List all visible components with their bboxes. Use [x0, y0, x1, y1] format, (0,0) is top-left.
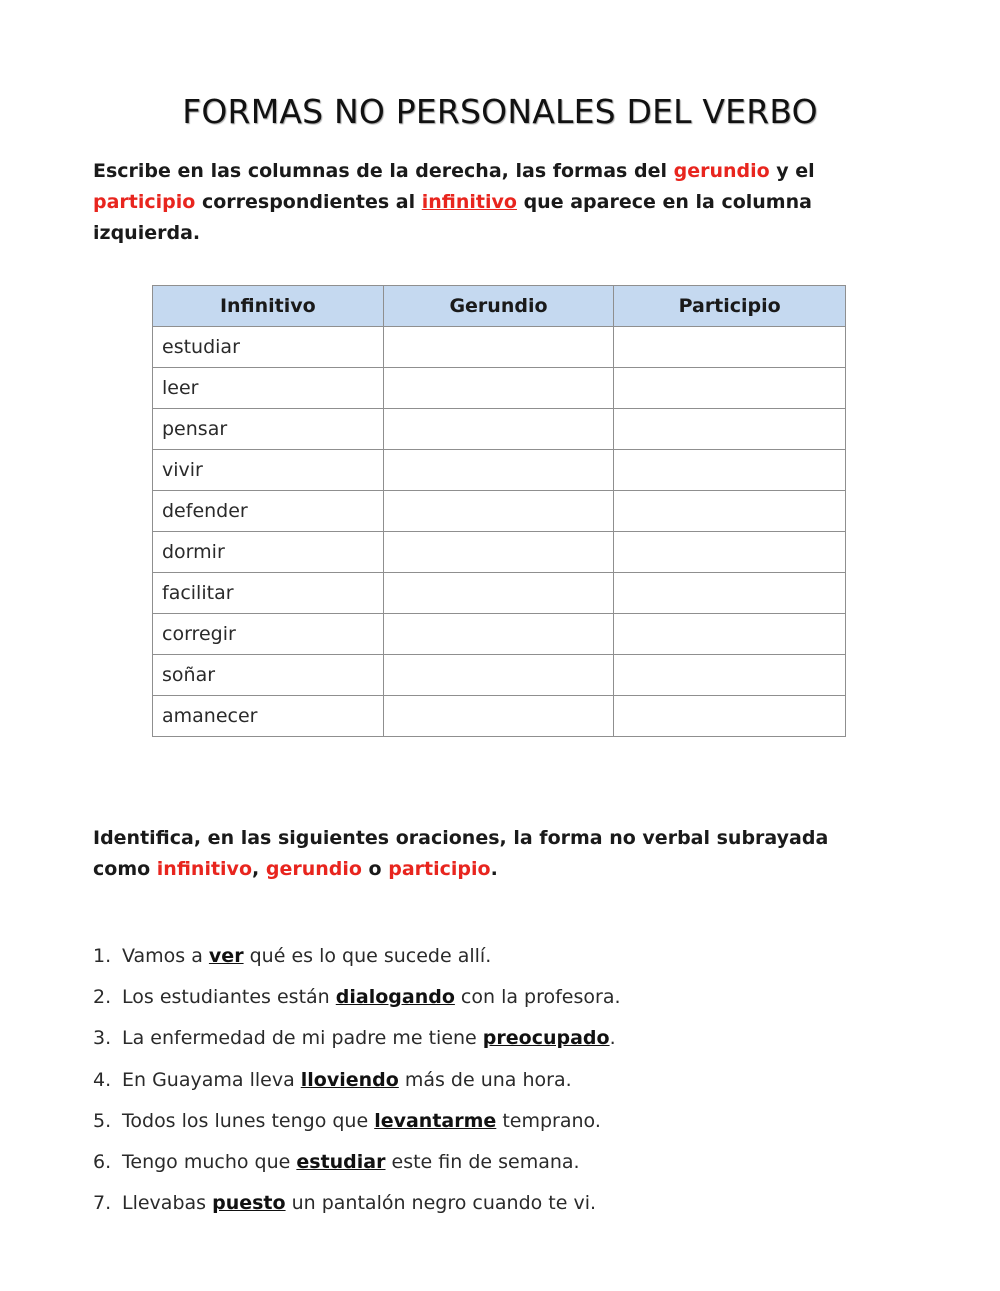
instr2-o: o — [361, 858, 389, 880]
instr1-text-3: correspondientes al — [195, 191, 422, 213]
participio-cell — [614, 655, 846, 696]
sentence-number: 4. — [93, 1068, 112, 1091]
underlined-verb-form: puesto — [212, 1192, 286, 1215]
sentence-text-after: . — [609, 1027, 616, 1050]
table-row — [153, 573, 846, 614]
sentence-text-before: Tengo mucho que — [122, 1150, 297, 1173]
underlined-verb-form: levantarme — [374, 1109, 497, 1132]
page-title: FORMAS NO PERSONALES DEL VERBO — [182, 92, 818, 131]
sentence-item — [93, 1020, 893, 1061]
sentence-number: 1. — [93, 945, 112, 967]
infinitivo-cell: dormir — [153, 532, 384, 573]
infinitivo-cell: facilitar — [153, 573, 384, 614]
participio-answer-input[interactable] — [614, 573, 845, 613]
sentence-number: 3. — [93, 1027, 112, 1050]
sentence-number: 6. — [93, 1150, 112, 1173]
gerundio-cell — [383, 696, 614, 737]
sentence-item — [93, 979, 893, 1020]
participio-cell — [614, 491, 846, 532]
infinitivo-cell: amanecer — [153, 696, 384, 737]
underlined-verb-form: preocupado — [482, 1027, 610, 1050]
table-row — [153, 655, 846, 696]
instr1-participio: participio — [93, 191, 196, 213]
infinitivo-cell: pensar — [153, 409, 384, 450]
participio-cell — [614, 614, 846, 655]
sentence-text-before: Llevabas — [122, 1192, 213, 1215]
instr2-infinitivo: infinitivo — [156, 858, 252, 880]
infinitivo-cell: estudiar — [153, 327, 384, 368]
instr2-participio: participio — [388, 858, 491, 880]
infinitivo-cell: soñar — [153, 655, 384, 696]
sentence-text-before: Los estudiantes están — [122, 986, 336, 1009]
gerundio-cell — [383, 368, 614, 409]
gerundio-cell — [383, 655, 614, 696]
instr1-text-4: que aparece en la columna izquierda. — [93, 191, 812, 244]
participio-cell — [614, 532, 846, 573]
sentence-item — [93, 1144, 893, 1185]
gerundio-cell — [383, 614, 614, 655]
gerundio-answer-input[interactable] — [384, 409, 614, 449]
sentence-text-after: con la profesora. — [454, 986, 621, 1009]
instr2-gerundio: gerundio — [265, 858, 362, 880]
verb-forms-table — [152, 285, 846, 737]
participio-cell — [614, 573, 846, 614]
infinitivo-cell: defender — [153, 491, 384, 532]
gerundio-cell — [383, 532, 614, 573]
participio-cell — [614, 409, 846, 450]
gerundio-cell — [383, 450, 614, 491]
sentence-number: 5. — [93, 1109, 112, 1132]
participio-cell — [614, 450, 846, 491]
participio-answer-input[interactable] — [614, 409, 845, 449]
instr1-text-1: Escribe en las columnas de la derecha, las formas del — [93, 160, 674, 182]
sentence-text-before: En Guayama lleva — [122, 1068, 301, 1091]
sentence-number: 2. — [93, 986, 112, 1009]
table-row — [153, 368, 846, 409]
gerundio-cell — [383, 573, 614, 614]
participio-cell — [614, 368, 846, 409]
infinitivo-cell: corregir — [153, 614, 384, 655]
sentence-text-after: temprano. — [496, 1109, 601, 1132]
infinitivo-cell: leer — [153, 368, 384, 409]
underlined-verb-form: lloviendo — [300, 1068, 399, 1091]
participio-cell — [614, 327, 846, 368]
header-infinitivo: Infinitivo — [153, 286, 384, 327]
table-row — [153, 450, 846, 491]
underlined-verb-form: ver — [208, 945, 244, 967]
participio-answer-input[interactable] — [614, 450, 845, 490]
sentence-item — [93, 938, 893, 979]
sentence-text-before: La enfermedad de mi padre me tiene — [122, 1027, 483, 1050]
participio-answer-input[interactable] — [614, 614, 845, 654]
sentence-text-after: qué es lo que sucede allí. — [243, 945, 492, 967]
gerundio-answer-input[interactable] — [384, 573, 614, 613]
gerundio-answer-input[interactable] — [384, 327, 614, 367]
instr2-comma: , — [252, 858, 266, 880]
gerundio-cell — [383, 327, 614, 368]
underlined-verb-form: dialogando — [335, 986, 455, 1009]
instructions-sentences — [93, 823, 863, 885]
table-header-row — [153, 286, 846, 327]
table-row — [153, 409, 846, 450]
participio-answer-input[interactable] — [614, 696, 845, 736]
sentence-item — [93, 1062, 893, 1103]
gerundio-answer-input[interactable] — [384, 491, 614, 531]
header-gerundio: Gerundio — [383, 286, 614, 327]
participio-answer-input[interactable] — [614, 532, 845, 572]
underlined-verb-form: estudiar — [296, 1150, 386, 1173]
sentence-text-after: este fin de semana. — [385, 1150, 580, 1173]
participio-cell — [614, 696, 846, 737]
table-body — [153, 327, 846, 737]
instr2-period: . — [490, 858, 498, 880]
gerundio-answer-input[interactable] — [384, 450, 614, 490]
sentence-text-before: Todos los lunes tengo que — [122, 1109, 375, 1132]
sentence-text-after: más de una hora. — [398, 1068, 572, 1091]
instr1-infinitivo: infinitivo — [421, 191, 517, 213]
sentence-text-before: Vamos a — [122, 945, 209, 967]
header-participio: Participio — [614, 286, 846, 327]
gerundio-answer-input[interactable] — [384, 532, 614, 572]
sentence-item — [93, 1185, 893, 1226]
participio-answer-input[interactable] — [614, 491, 845, 531]
sentence-list — [93, 938, 893, 1226]
table-row — [153, 327, 846, 368]
instr1-gerundio: gerundio — [673, 160, 770, 182]
sentence-item — [93, 1103, 893, 1144]
gerundio-cell — [383, 491, 614, 532]
infinitivo-cell: vivir — [153, 450, 384, 491]
participio-answer-input[interactable] — [614, 327, 845, 367]
gerundio-cell — [383, 409, 614, 450]
participio-answer-input[interactable] — [614, 368, 845, 408]
instructions-table — [93, 156, 863, 249]
gerundio-answer-input[interactable] — [384, 655, 614, 695]
instr1-text-2: y el — [769, 160, 815, 182]
gerundio-answer-input[interactable] — [384, 368, 614, 408]
gerundio-answer-input[interactable] — [384, 614, 614, 654]
table-row — [153, 614, 846, 655]
sentence-number: 7. — [93, 1192, 112, 1215]
table-row — [153, 696, 846, 737]
instr2-text-1: Identifica, en las siguientes oraciones, la forma no verbal subrayada como — [93, 827, 829, 880]
table-row — [153, 532, 846, 573]
participio-answer-input[interactable] — [614, 655, 845, 695]
gerundio-answer-input[interactable] — [384, 696, 614, 736]
sentence-text-after: un pantalón negro cuando te vi. — [285, 1192, 597, 1215]
table-row — [153, 491, 846, 532]
